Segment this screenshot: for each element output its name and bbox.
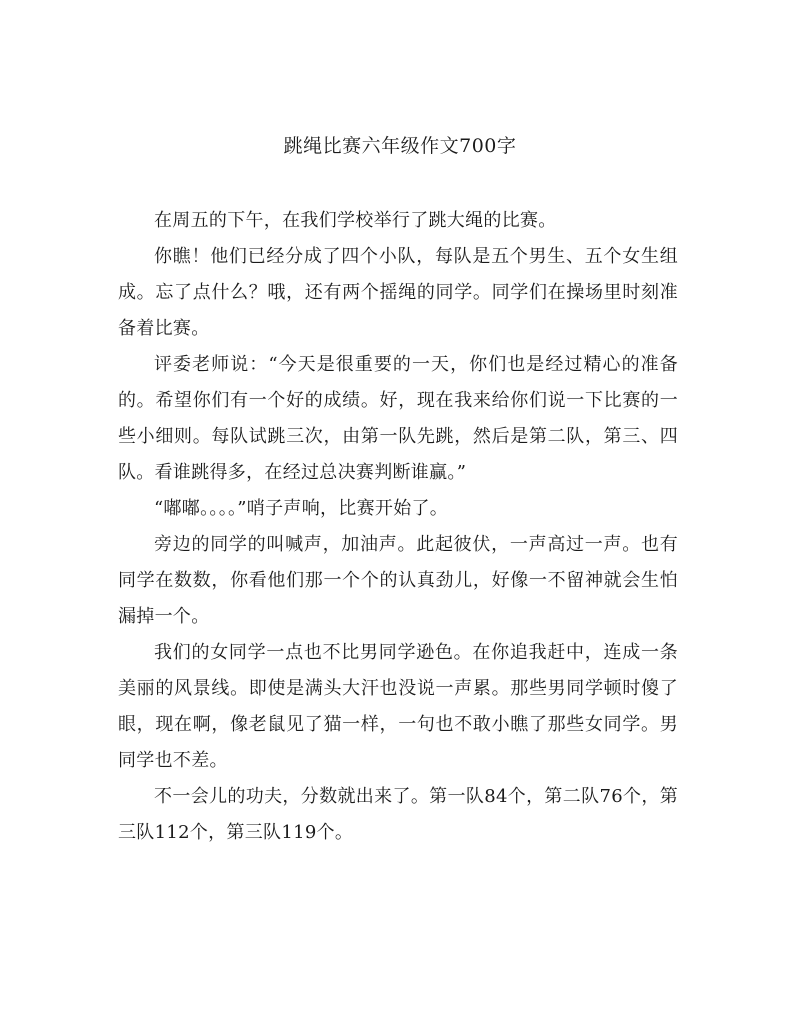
document-body xyxy=(118,203,678,851)
paragraph-2: 你瞧！他们已经分成了四个小队，每队是五个男生、五个女生组成。忘了点什么？哦，还有两个摇绳的同学。同学们在操场里时刻准备着比赛。 xyxy=(118,246,678,339)
paragraph-5: 旁边的同学的叫喊声，加油声。此起彼伏，一声高过一声。也有同学在数数，你看他们那一个个的认真劲儿，好像一不留神就会生怕漏掉一个。 xyxy=(118,534,678,627)
paragraph-7: 不一会儿的功夫，分数就出来了。第一队84个，第二队76个，第三队112个，第三队119个。 xyxy=(118,786,678,843)
paragraph-4: “嘟嘟。。。。”哨子声响，比赛开始了。 xyxy=(154,498,449,519)
paragraph-1: 在周五的下午，在我们学校举行了跳大绳的比赛。 xyxy=(154,210,557,231)
document-title: 跳绳比赛六年级作文700字 xyxy=(283,135,517,157)
paragraph-3: 评委老师说：“今天是很重要的一天，你们也是经过精心的准备的。希望你们有一个好的成绩。好，现在我来给你们说一下比赛的一些小细则。每队试跳三次，由第一队先跳，然后是第二队，第三、四队。看谁跳得多，在经过总决赛判断谁赢。” xyxy=(118,354,678,483)
paragraph-6: 我们的女同学一点也不比男同学逊色。在你追我赶中，连成一条美丽的风景线。即使是满头大汗也没说一声累。那些男同学顿时傻了眼，现在啊，像老鼠见了猫一样，一句也不敢小瞧了那些女同学。男同学也不差。 xyxy=(118,642,678,771)
